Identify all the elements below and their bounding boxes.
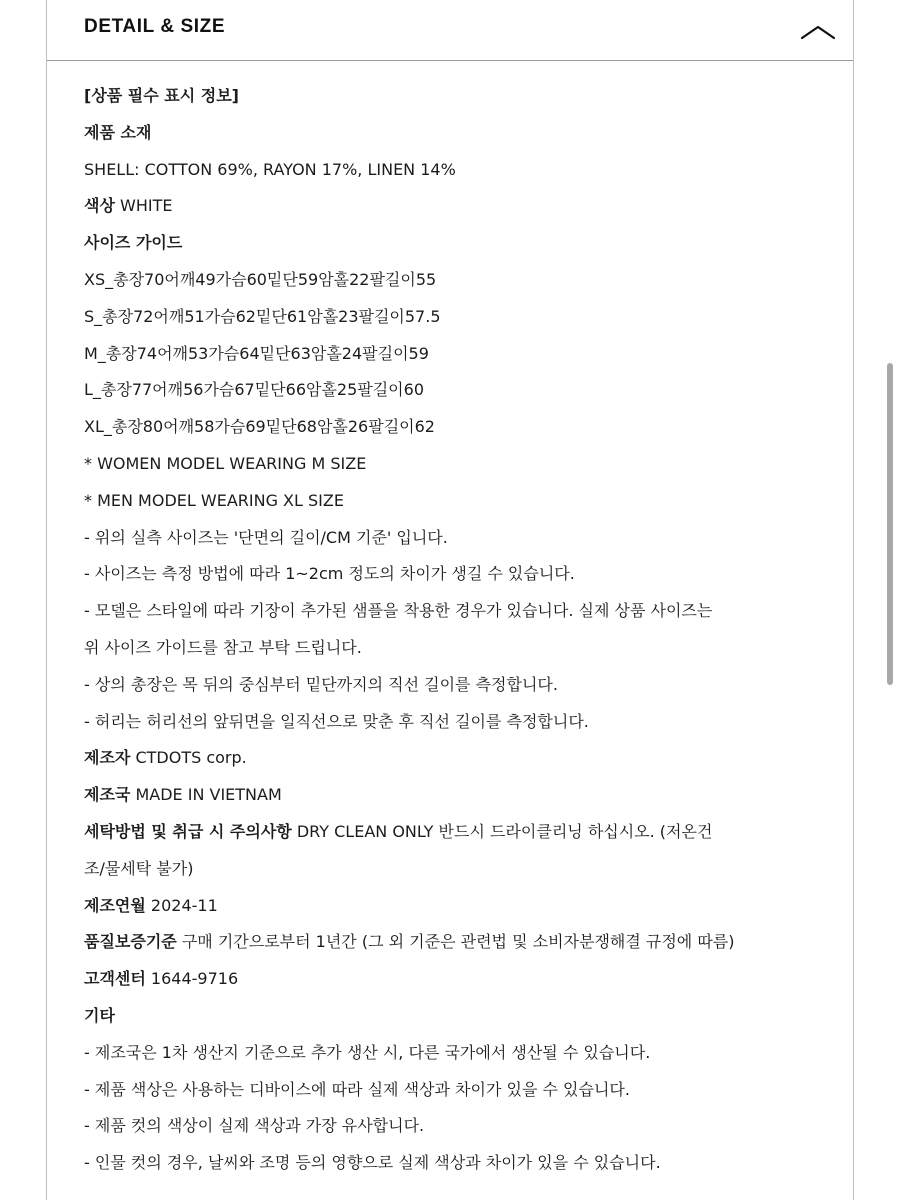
cs-row <box>84 961 824 998</box>
material-value: SHELL: COTTON 69%, RAYON 17%, LINEN 14% <box>84 159 456 179</box>
size-guide-label: 사이즈 가이드 <box>84 233 183 253</box>
etc-note: - 인물 컷의 경우, 날씨와 조명 등의 영향으로 실제 색상과 차이가 있을 수 있습니다. <box>84 1153 661 1173</box>
warranty-value: 구매 기간으로부터 1년간 (그 외 기준은 관련법 및 소비자분쟁해결 규정에 따름) <box>181 932 735 952</box>
care-value-continued: 조/물세탁 불가) <box>84 858 194 878</box>
color-value: WHITE <box>120 196 173 216</box>
etc-label: 기타 <box>84 1005 115 1025</box>
cs-label: 고객센터 <box>84 969 146 989</box>
date-row <box>84 888 824 925</box>
size-row-xl: XL_총장80어깨58가슴69밑단68암홀26팔길이62 <box>84 417 435 437</box>
size-row-m: M_총장74어깨53가슴64밑단63암홀24팔길이59 <box>84 343 429 363</box>
size-note: - 상의 총장은 목 뒤의 중심부터 밑단까지의 직선 길이를 측정합니다. <box>84 674 558 694</box>
etc-note: - 제조국은 1차 생산지 기준으로 추가 생산 시, 다른 국가에서 생산될 수 있습니다. <box>84 1042 651 1062</box>
cs-value: 1644-9716 <box>150 969 239 989</box>
country-row <box>84 777 824 814</box>
care-label: 세탁방법 및 취급 시 주의사항 <box>84 821 292 841</box>
material-label: 제품 소재 <box>84 122 152 142</box>
care-row <box>84 814 824 851</box>
manufacturer-label: 제조자 <box>84 748 131 768</box>
etc-note: - 제품 컷의 색상이 실제 색상과 가장 유사합니다. <box>84 1116 425 1136</box>
chevron-up-icon[interactable] <box>799 20 837 44</box>
manufacturer-value: CTDOTS corp. <box>135 748 247 768</box>
detail-size-panel <box>46 0 854 1200</box>
model-note: * MEN MODEL WEARING XL SIZE <box>84 490 344 510</box>
size-note: - 사이즈는 측정 방법에 따라 1~2cm 정도의 차이가 생길 수 있습니다. <box>84 564 575 584</box>
date-value: 2024-11 <box>150 895 218 915</box>
color-row <box>84 188 824 225</box>
size-row-l: L_총장77어깨56가슴67밑단66암홀25팔길이60 <box>84 380 424 400</box>
scrollbar-thumb[interactable] <box>887 363 893 685</box>
accordion-header[interactable] <box>47 0 853 61</box>
manufacturer-row <box>84 740 824 777</box>
color-label: 색상 <box>84 196 115 216</box>
country-value: MADE IN VIETNAM <box>135 785 282 805</box>
size-note: - 허리는 허리선의 앞뒤면을 일직선으로 맞춘 후 직선 길이를 측정합니다. <box>84 711 589 731</box>
date-label: 제조연월 <box>84 895 146 915</box>
model-note: * WOMEN MODEL WEARING M SIZE <box>84 453 367 473</box>
care-value: DRY CLEAN ONLY 반드시 드라이클리닝 하십시오. (저온건 <box>296 821 713 841</box>
etc-note: - 제품 색상은 사용하는 디바이스에 따라 실제 색상과 차이가 있을 수 있습니다. <box>84 1079 630 1099</box>
notice-title: [상품 필수 표시 정보] <box>84 86 239 105</box>
warranty-label: 품질보증기준 <box>84 932 177 952</box>
size-row-xs: XS_총장70어깨49가슴60밑단59암홀22팔길이55 <box>84 269 437 289</box>
size-row-s: S_총장72어깨51가슴62밑단61암홀23팔길이57.5 <box>84 306 441 326</box>
warranty-row <box>84 924 824 961</box>
size-note: - 모델은 스타일에 따라 기장이 추가된 샘플을 착용한 경우가 있습니다. 실제 상품 사이즈는 <box>84 601 713 621</box>
product-info-content <box>84 78 824 1182</box>
accordion-title: DETAIL & SIZE <box>84 16 226 37</box>
size-note: 위 사이즈 가이드를 참고 부탁 드립니다. <box>84 637 362 657</box>
country-label: 제조국 <box>84 785 131 805</box>
size-note: - 위의 실측 사이즈는 '단면의 길이/CM 기준' 입니다. <box>84 527 448 547</box>
